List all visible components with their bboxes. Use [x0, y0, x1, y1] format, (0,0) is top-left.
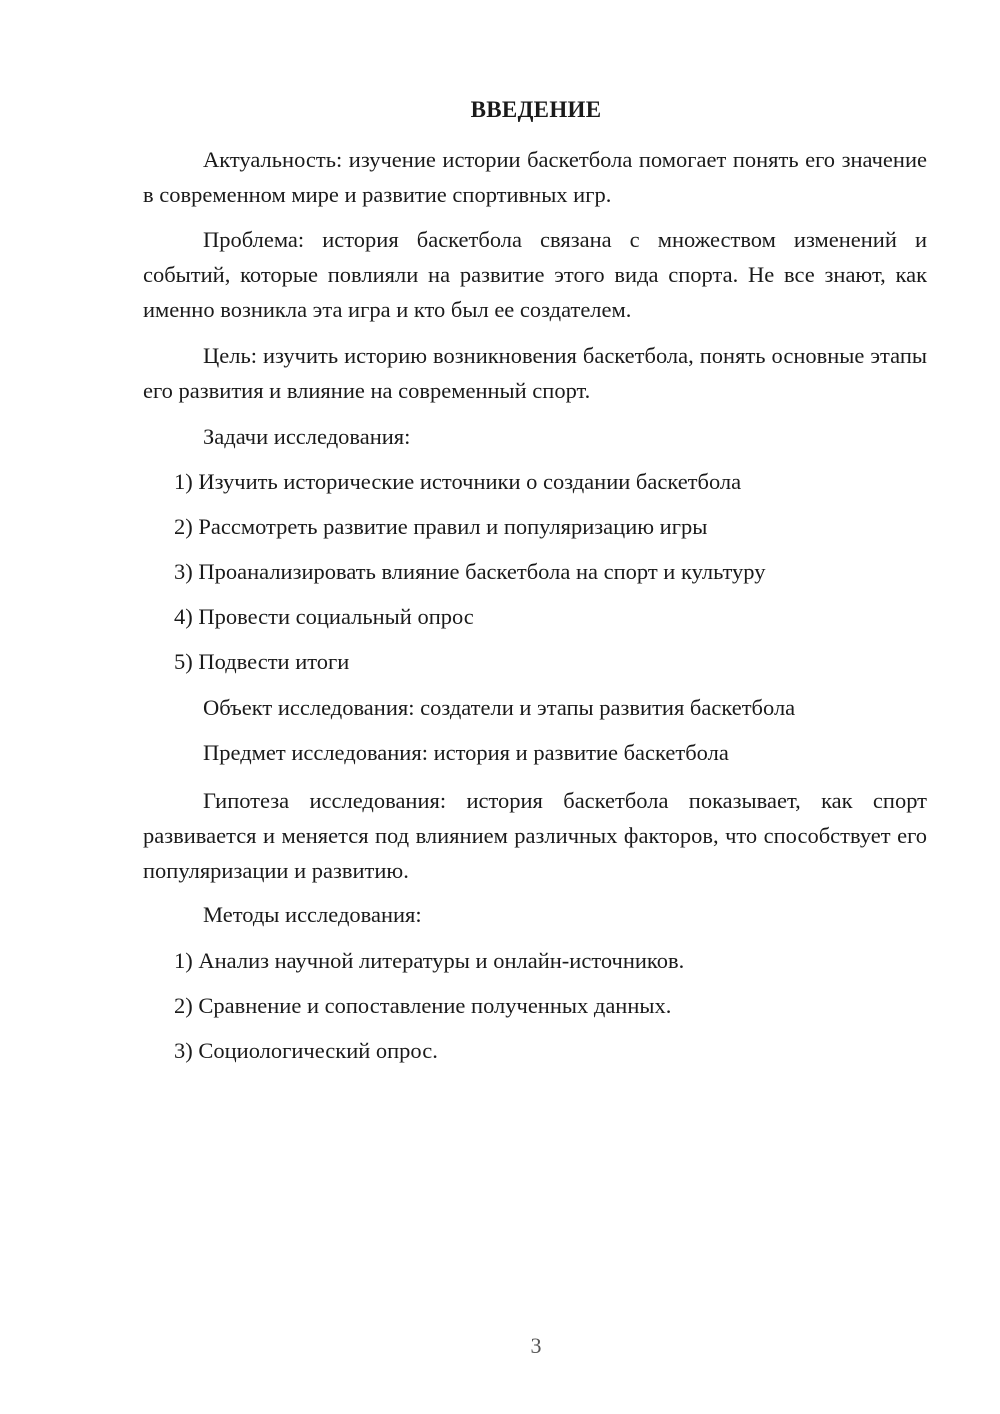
list-item: 2) Сравнение и сопоставление полученных данных.: [174, 993, 672, 1018]
list-item: 1) Анализ научной литературы и онлайн-источников.: [174, 948, 685, 973]
section-title: ВВЕДЕНИЕ: [470, 97, 602, 122]
page-number: 3: [530, 1333, 542, 1358]
list-item: 2) Рассмотреть развитие правил и популяризацию игры: [174, 514, 708, 539]
hypothesis-paragraph: Гипотеза исследования: история баскетбола показывает, как спорт развивается и меняется под влиянием различных факторов, что способствует его популяризации и развитию.: [143, 788, 927, 883]
list-item: 3) Социологический опрос.: [174, 1038, 438, 1063]
subject-line: Предмет исследования: история и развитие баскетбола: [203, 740, 729, 765]
list-item: 3) Проанализировать влияние баскетбола на спорт и культуру: [174, 559, 766, 584]
list-item: 4) Провести социальный опрос: [174, 604, 474, 629]
relevance-paragraph: Актуальность: изучение истории баскетбола помогает понять его значение в современном мире и развитие спортивных игр.: [143, 147, 927, 207]
list-item: 1) Изучить исторические источники о создании баскетбола: [174, 469, 742, 494]
goal-paragraph: Цель: изучить историю возникновения баскетбола, понять основные этапы его развития и влияние на современный спорт.: [143, 343, 927, 403]
problem-paragraph: Проблема: история баскетбола связана с множеством изменений и событий, которые повлияли на развитие этого вида спорта. Не все знают, как именно возникла эта игра и кто был ее создателем.: [143, 227, 927, 322]
tasks-heading: Задачи исследования:: [203, 424, 411, 449]
object-line: Объект исследования: создатели и этапы развития баскетбола: [203, 695, 796, 720]
list-item: 5) Подвести итоги: [174, 649, 350, 674]
methods-heading: Методы исследования:: [203, 902, 422, 927]
